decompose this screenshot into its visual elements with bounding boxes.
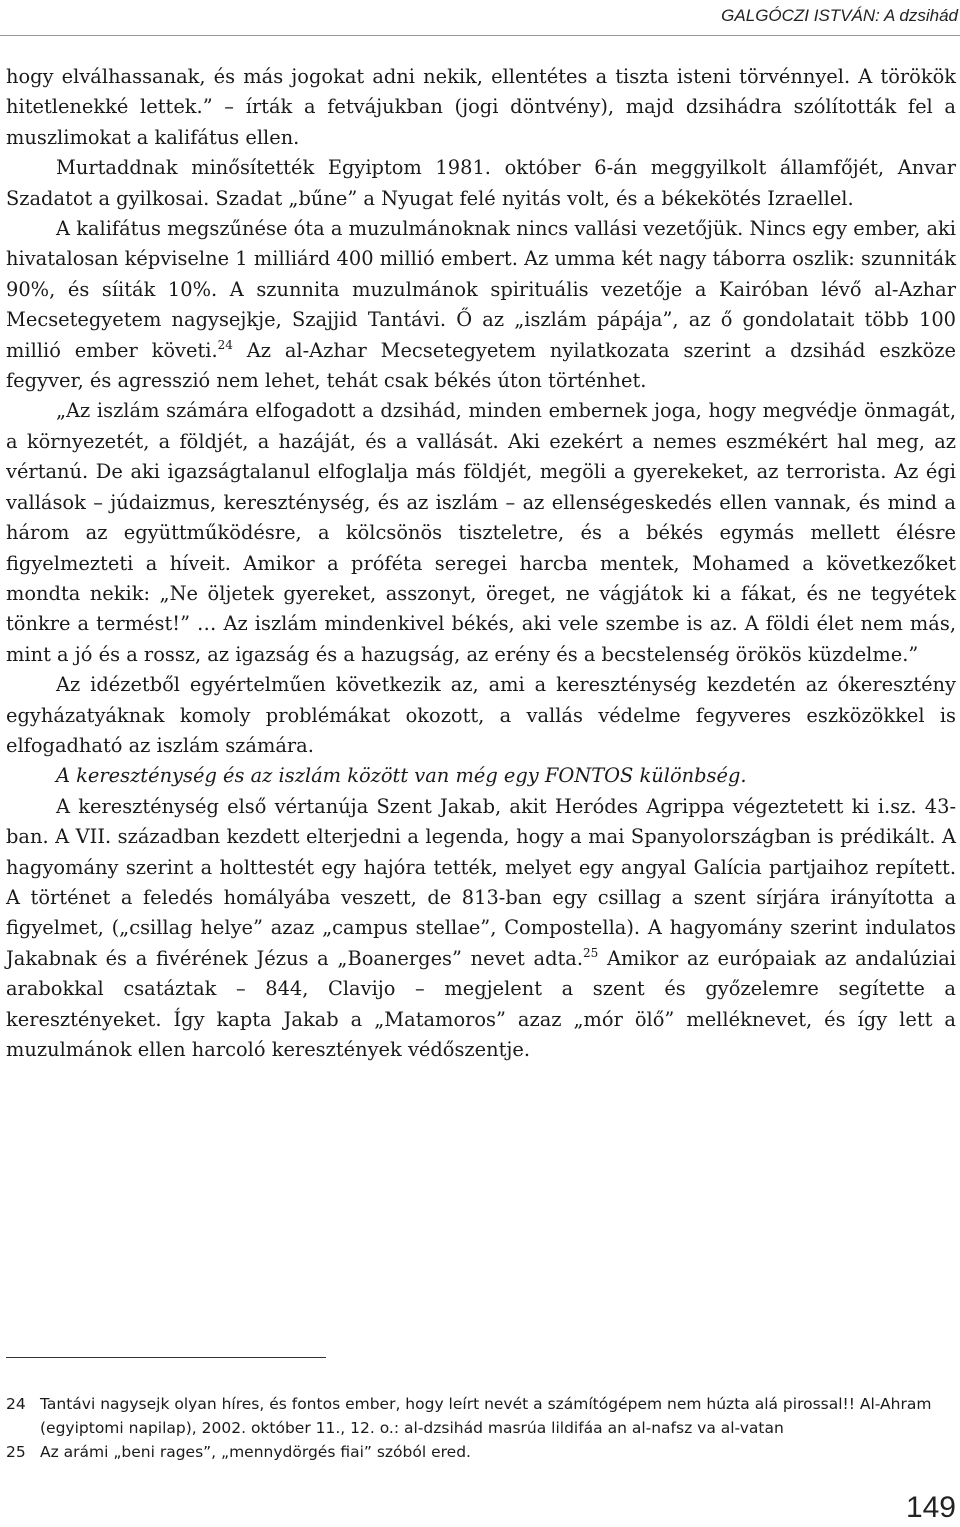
body-text xyxy=(6,62,956,1065)
page-number: 149 xyxy=(905,1491,956,1524)
footnote-ref: 25 xyxy=(583,945,599,960)
footnote-rule xyxy=(6,1357,326,1358)
paragraph: A kalifátus megszűnése óta a muzulmánoknak nincs vallási vezetőjük. Nincs egy ember, aki hivatalosan képviselne 1 milliárd 400 millió embert. Az umma két nagy táborra oszlik: szunniták 90%, és síiták 10%. A szunnita muzulmánok spirituális vezetője a Kairóban lévő al-Azhar Mecsetegyetem nagysejkje, Szajjid Tantávi. Ő az „iszlám pápája”, az ő gondolatait több 100 millió ember követi.$^{24}$ Az al-Azhar Mecsetegyetem nyilatkozata szerint a dzsihád eszköze fegyver, és agresszió nem lehet, tehát csak békés úton történhet. xyxy=(6,217,956,393)
footnote-text: Tantávi nagysejk olyan híres, és fontos ember, hogy leírt nevét a számítógépem nem húzta alá pirossal!! Al-Ahram (egyiptomi napilap), 2002. október 11., 12. o.: al-dzsihád masrúa lildifáa an al-nafsz va al-vatan xyxy=(40,1395,932,1437)
footnote-ref: 24 xyxy=(217,337,233,352)
emphasis-line: A kereszténység és az iszlám között van még egy FONTOS különbség. xyxy=(56,764,747,788)
footnote-text: Az arámi „beni rages”, „mennydörgés fiai” szóból ered. xyxy=(40,1443,471,1461)
footnote-number: 24 xyxy=(6,1395,26,1413)
paragraph: A kereszténység első vértanúja Szent Jakab, akit Heródes Agrippa végeztetett ki i.sz. 43-ban. A VII. században kezdett elterjedni a legenda, hogy a mai Spanyolországban is prédikált. A hagyomány szerint a holttestét egy hajóra tették, melyet egy angyal Galícia partjaihoz repített. A történet a feledés homályába veszett, de 813-ban egy csillag a szent sírjára irányította a figyelmet, („csillag helye” azaz „campus stellae”, Compostella). A hagyomány szerint indulatos Jakabnak és a fivérének Jézus a „Boanerges” nevet adta.$^{25}$ Amikor az európaiak az andalúziai arabokkal csatáztak – 844, Clavijo – megjelent a szent és győzelemre segítette a keresztényeket. Így kapta Jakab a „Matamoros” azaz „mór ölő” melléknevet, és így lett a muzulmánok ellen harcoló keresztények védőszentje. xyxy=(6,794,956,1061)
footnote-number: 25 xyxy=(6,1443,26,1461)
paragraph: hogy elválhassanak, és más jogokat adni nekik, ellentétes a tiszta isteni törvénnyel. A törökök hitetlenekké lettek.” – írták a fetvájukban (jogi döntvény), majd dzsihádra szólították fel a muszlimokat a kalifátus ellen. xyxy=(6,65,956,149)
running-header: GALGÓCZI ISTVÁN: A dzsihád xyxy=(721,6,958,25)
paragraph: Murtaddnak minősítették Egyiptom 1981. október 6-án meggyilkolt államfőjét, Anvar Szadatot a gyilkosai. Szadat „bűne” a Nyugat felé nyitás volt, és a békekötés Izraellel. xyxy=(6,156,956,210)
footnote xyxy=(6,1440,956,1464)
footnotes xyxy=(6,1392,956,1464)
header-rule xyxy=(0,35,960,36)
footnote xyxy=(6,1392,956,1440)
quote-paragraph: „Az iszlám számára elfogadott a dzsihád, minden embernek joga, hogy megvédje önmagát, a környezetét, a földjét, a hazáját, és a vallását. Aki ezekért a nemes eszmékért hal meg, az vértanú. De aki igazságtalanul elfoglalja más földjét, megöli a gyerekeket, az terrorista. Az égi vallások – júdaizmus, kereszténység, és az iszlám – az ellenségeskedés ellen vannak, és mind a három az együttműködésre, a kölcsönös tiszteletre, és a békés egymás mellett élésre figyelmezteti a híveit. Amikor a próféta seregei harcba mentek, Mohamed a következőket mondta nekik: „Ne öljetek gyereket, asszonyt, öreget, ne vágjátok ki a fákat, és ne tegyétek tönkre a termést!” … Az iszlám mindenkivel békés, aki vele szembe is az. A földi élet nem más, mint a jó és a rossz, az igazság és a hazugság, az erény és a becstelenség örökös küzdelme.” xyxy=(6,399,956,666)
paragraph: Az idézetből egyértelműen következik az, ami a kereszténység kezdetén az ókeresztény egyházatyáknak komoly problémákat okozott, a vallás védelme fegyveres eszközökkel is elfogadható az iszlám számára. xyxy=(6,673,956,757)
